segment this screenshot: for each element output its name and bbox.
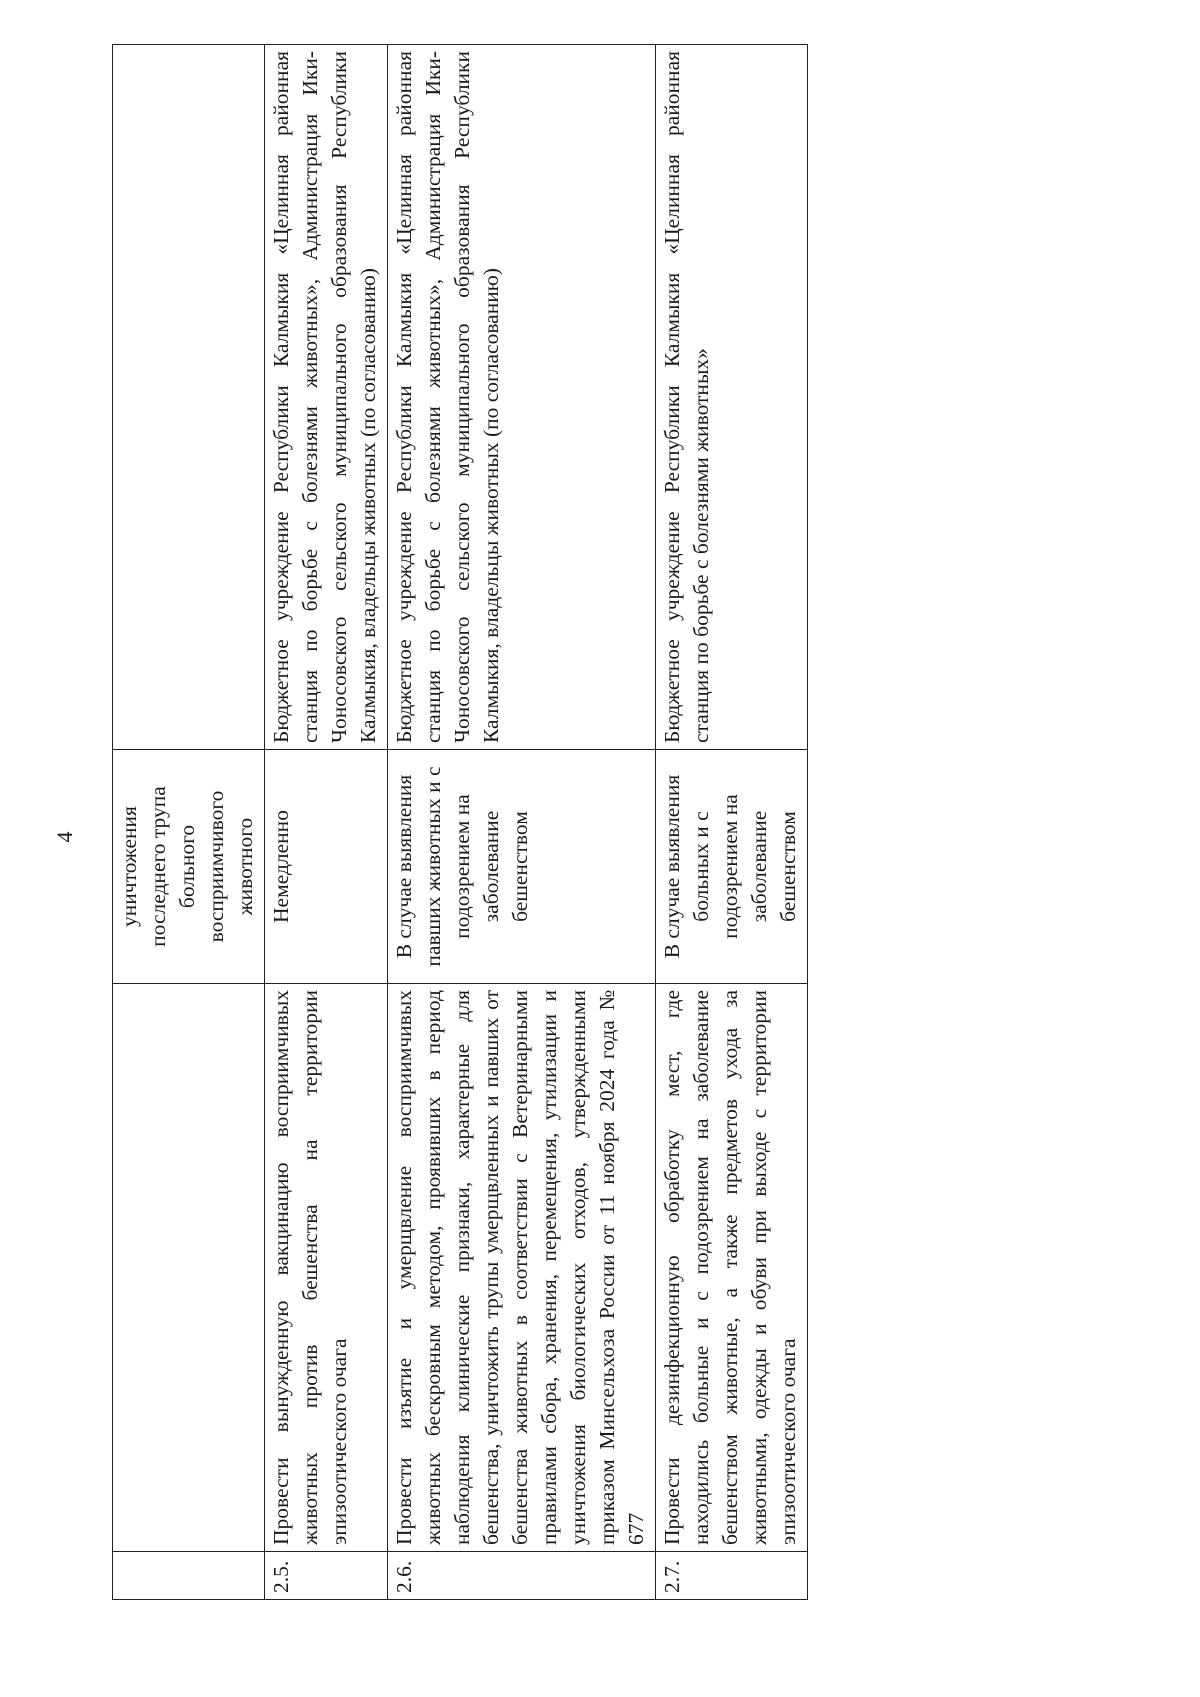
deadline-line: В случае выявления [660, 774, 684, 959]
cell-action: Провести вынужденную вакцинацию восприимчивых животных против бешенства на территории эпизоотического очага [265, 984, 388, 1552]
cell-responsible: Бюджетное учреждение Республики Калмыкия «Целинная районная станция по борьбе с болезнями животных» [656, 45, 808, 750]
cell-action [113, 984, 265, 1552]
deadline-line: уничтожения [117, 806, 141, 927]
measures-table [112, 44, 808, 1600]
page-number: 4 [52, 831, 77, 843]
cell-deadline [388, 750, 656, 984]
cell-responsible: Бюджетное учреждение Республики Калмыкия «Целинная районная станция по борьбе с болезнями животных», Администрация Ики-Чоносовского сельского муниципального образования Республики Калмыкия, владельцы животных (по согласованию) [388, 45, 656, 750]
deadline-line: животного [233, 817, 257, 916]
table-row-carryover [113, 45, 265, 1600]
table-row [388, 45, 656, 1600]
cell-action: Провести изъятие и умерщвление восприимчивых животных бескровным методом, проявивших в период наблюдения клинические признаки, характерные для бешенства, уничтожить трупы умерщвленных и павших от бешенства животных в соответствии с Ветеринарными правилами сбора, хранения, перемещения, утилизации и уничтожения биологических отходов, утвержденными приказом Минсельхоза России от 11 ноября 2024 года № 677 [388, 984, 656, 1552]
deadline-line: В случае выявления [392, 774, 416, 959]
deadline-line: павших животных и с [421, 766, 445, 967]
deadline-line: подозрением на [718, 794, 742, 939]
deadline-line: последнего трупа [146, 786, 170, 947]
deadline-line: больных и с [689, 811, 713, 922]
deadline-line: подозрением на [450, 794, 474, 939]
table-row [265, 45, 388, 1600]
deadline-line: бешенством [776, 811, 800, 922]
cell-num [113, 1552, 265, 1600]
cell-num: 2.5. [265, 1552, 388, 1600]
deadline-line: заболевание [479, 810, 503, 923]
cell-action: Провести дезинфекционную обработку мест, где находились больные и с подозрением на заболевание бешенством животные, а также предметов ухода за животными, одежды и обуви при выходе с территории эпизоотического очага [656, 984, 808, 1552]
cell-deadline [113, 750, 265, 984]
cell-num: 2.7. [656, 1552, 808, 1600]
cell-deadline [265, 750, 388, 984]
cell-responsible [113, 45, 265, 750]
cell-num: 2.6. [388, 1552, 656, 1600]
deadline-line: Немедленно [269, 810, 293, 923]
deadline-line: заболевание [747, 810, 771, 923]
table-row [656, 45, 808, 1600]
cell-deadline [656, 750, 808, 984]
deadline-line: больного [175, 824, 199, 909]
cell-responsible: Бюджетное учреждение Республики Калмыкия «Целинная районная станция по борьбе с болезнями животных», Администрация Ики-Чоносовского сельского муниципального образования Республики Калмыкия, владельцы животных (по согласованию) [265, 45, 388, 750]
deadline-line: бешенством [508, 811, 532, 922]
deadline-line: восприимчивого [204, 790, 228, 943]
